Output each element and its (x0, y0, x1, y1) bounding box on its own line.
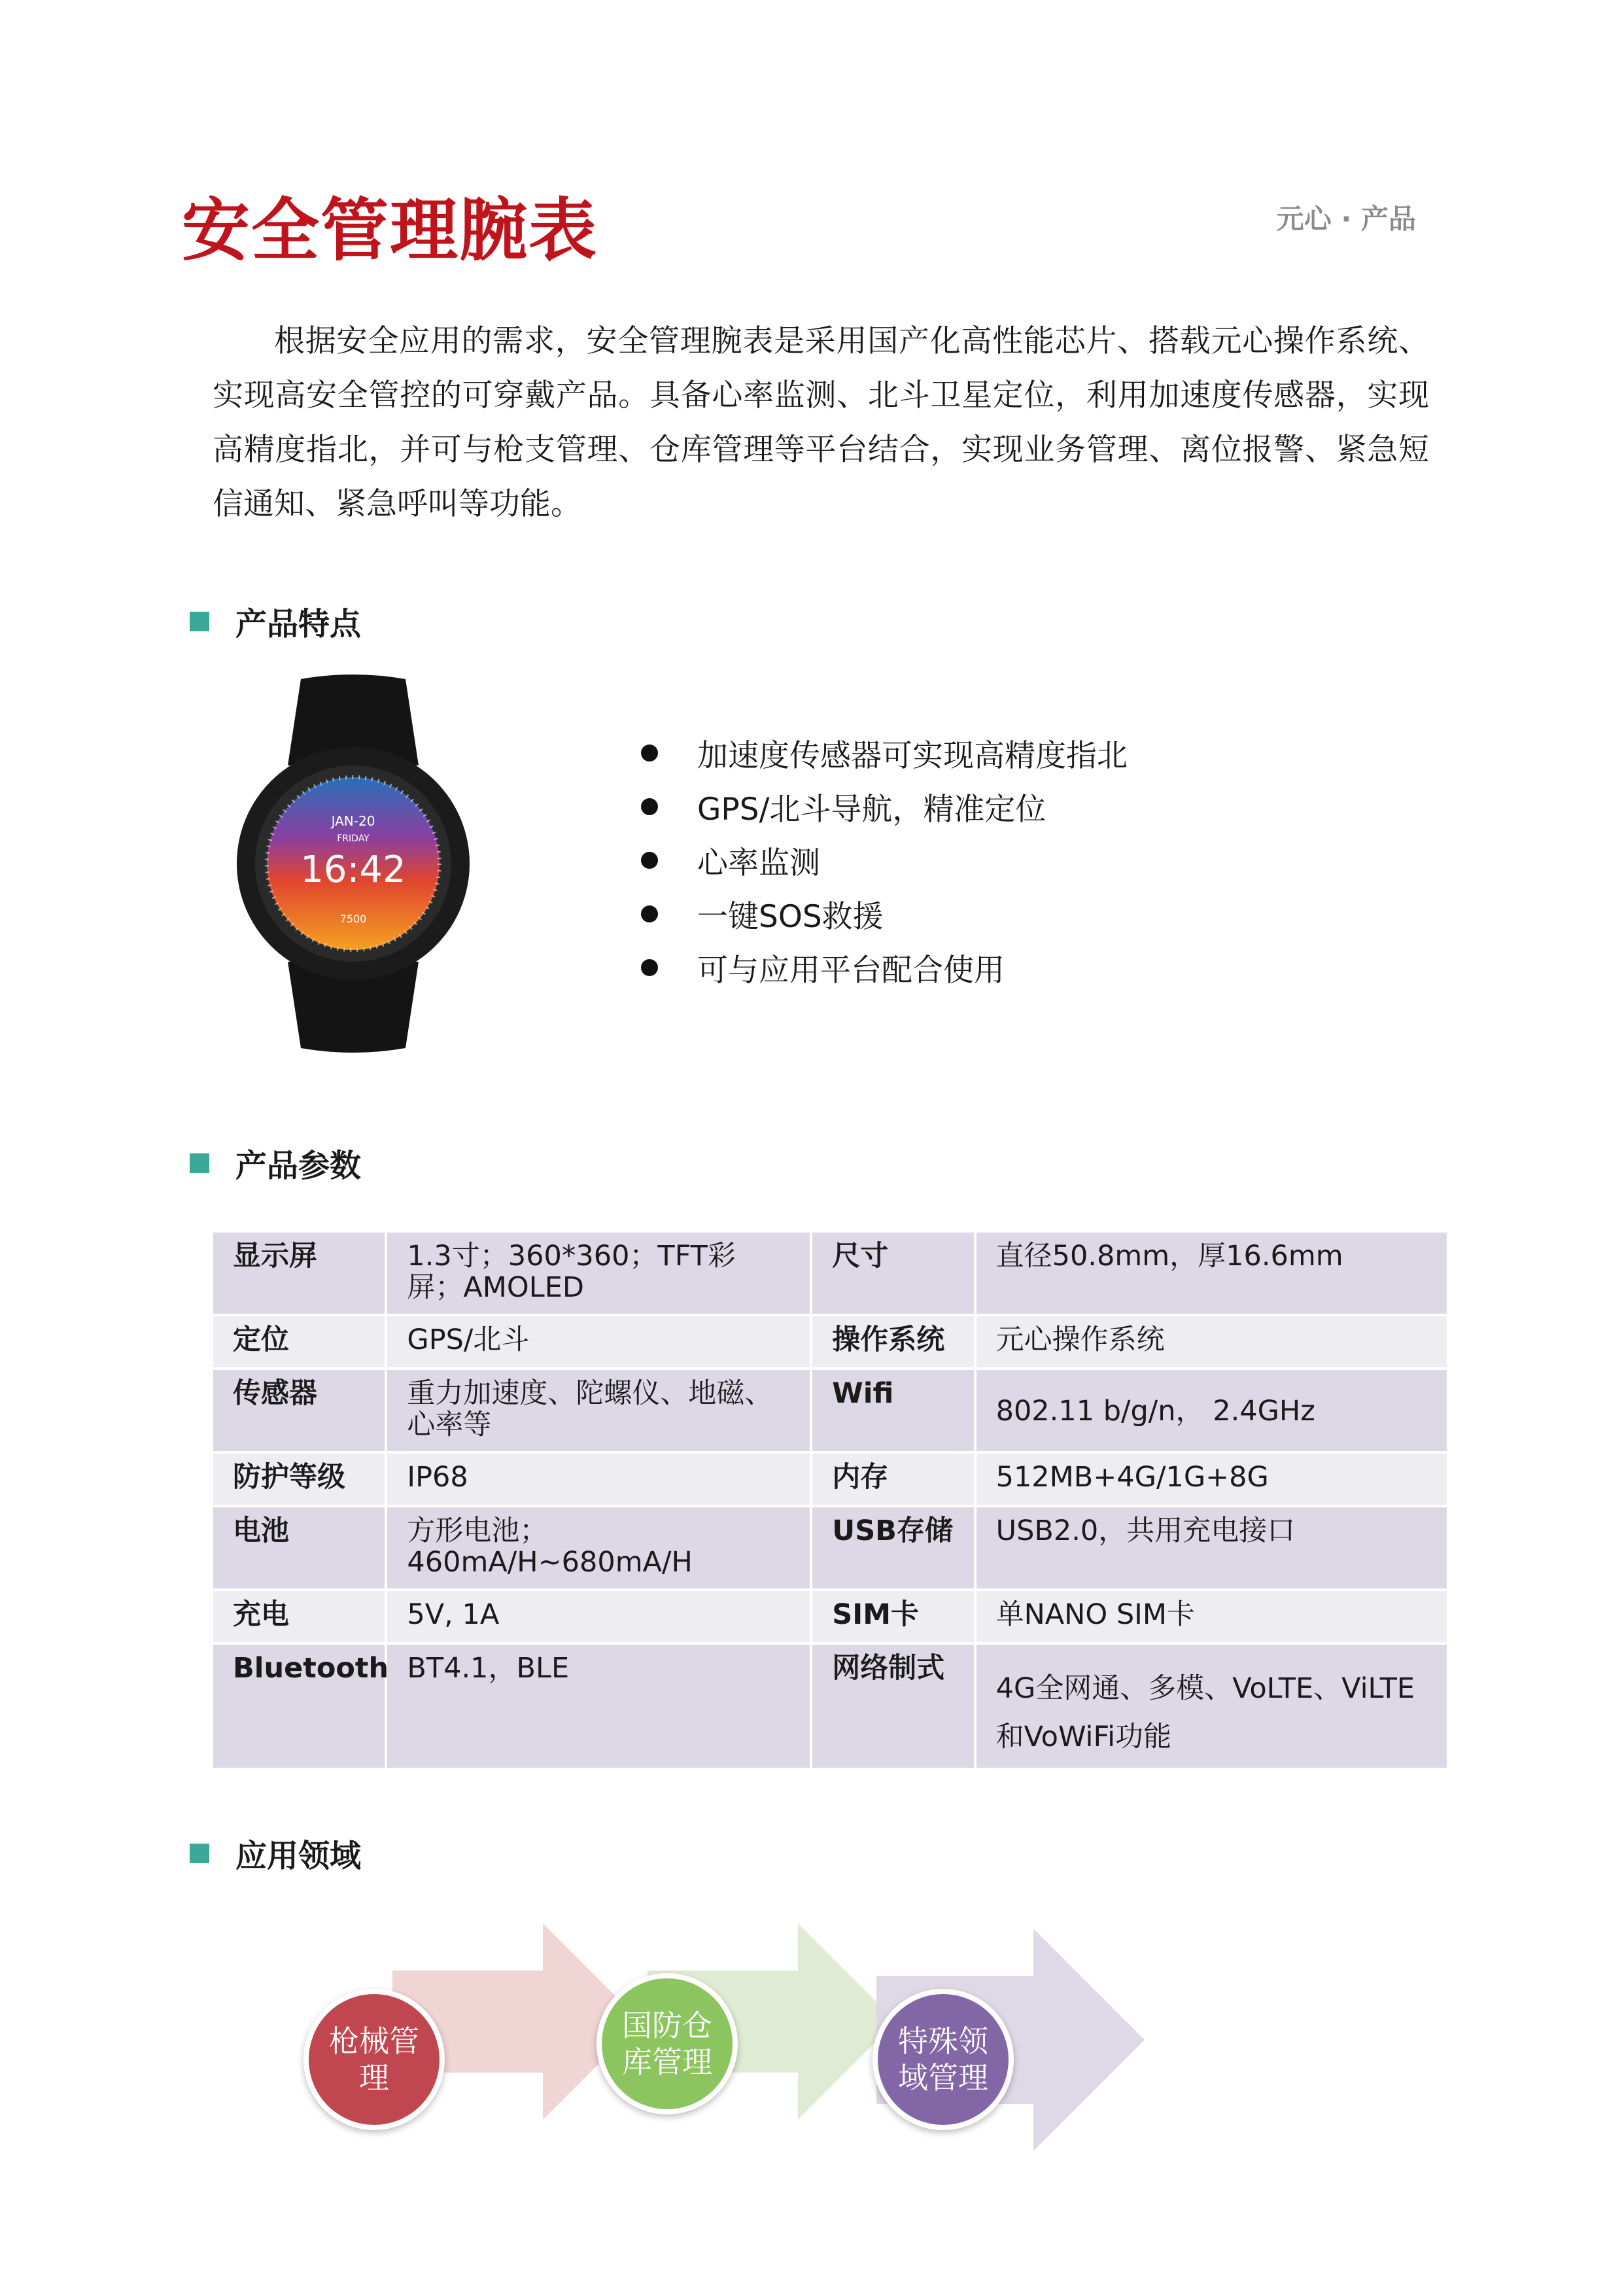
table-row: 充电 5V, 1A SIM卡 单NANO SIM卡 (212, 1590, 1448, 1643)
bullet-icon (641, 959, 658, 976)
section-marker-icon (190, 1153, 209, 1173)
section-marker-icon (190, 612, 209, 631)
list-item: 心率监测 (641, 833, 1128, 887)
watch-image (229, 674, 477, 1053)
table-row: 显示屏 1.3寸；360*360；TFT彩屏；AMOLED 尺寸 直径50.8mm，厚16.6mm (212, 1231, 1448, 1315)
section-applications-heading (190, 1831, 361, 1876)
brand-label: 元心 · 产品 (1276, 203, 1416, 235)
bullet-icon (641, 745, 658, 762)
spec-table (211, 1230, 1449, 1770)
section-features-title: 产品特点 (235, 606, 362, 642)
table-row: 防护等级 IP68 内存 512MB+4G/1G+8G (212, 1452, 1448, 1506)
table-row: 传感器 重力加速度、陀螺仪、地磁、心率等 Wifi 802.11 b/g/n， 2.4GHz (212, 1369, 1448, 1452)
table-row: Bluetooth BT4.1，BLE 网络制式 4G全网通、多模、VoLTE、ViLTE和VoWiFi功能 (212, 1643, 1448, 1769)
watch-steps: 7500 (339, 913, 367, 925)
application-item-special: 特殊领域管理 (872, 1989, 1014, 2130)
list-item: 一键SOS救援 (641, 887, 1128, 941)
bullet-icon (641, 798, 658, 815)
section-applications-title: 应用领域 (235, 1838, 362, 1874)
intro-paragraph: 根据安全应用的需求，安全管理腕表是采用国产化高性能芯片、搭载元心操作系统、实现高安全管控的可穿戴产品。具备心率监测、北斗卫星定位，利用加速度传感器，实现高精度指北，并可与枪支管理、仓库管理等平台结合，实现业务管理、离位报警、紧急短信通知、紧急呼叫等功能。 (213, 323, 1429, 522)
page-title: 安全管理腕表 (182, 190, 598, 270)
bullet-icon (641, 905, 658, 922)
list-item: 加速度传感器可实现高精度指北 (641, 726, 1128, 780)
application-item-firearms: 枪械管理 (303, 1989, 445, 2130)
table-row: 电池 方形电池；460mA/H~680mA/H USB存储 USB2.0，共用充电接口 (212, 1506, 1448, 1590)
watch-time: 16:42 (300, 849, 406, 891)
feature-list (641, 726, 1128, 994)
list-item: GPS/北斗导航，精准定位 (641, 780, 1128, 833)
watch-date: JAN-20 (331, 813, 375, 829)
list-item: 可与应用平台配合使用 (641, 941, 1128, 994)
section-marker-icon (190, 1844, 209, 1863)
section-features-heading (190, 599, 361, 644)
bullet-icon (641, 852, 658, 869)
table-row: 定位 GPS/北斗 操作系统 元心操作系统 (212, 1315, 1448, 1369)
section-specs-title: 产品参数 (235, 1148, 362, 1184)
application-item-warehouse: 国防仓库管理 (596, 1973, 738, 2114)
watch-day: FRIDAY (337, 833, 370, 844)
application-flow (301, 1923, 1151, 2198)
section-specs-heading (190, 1140, 361, 1185)
